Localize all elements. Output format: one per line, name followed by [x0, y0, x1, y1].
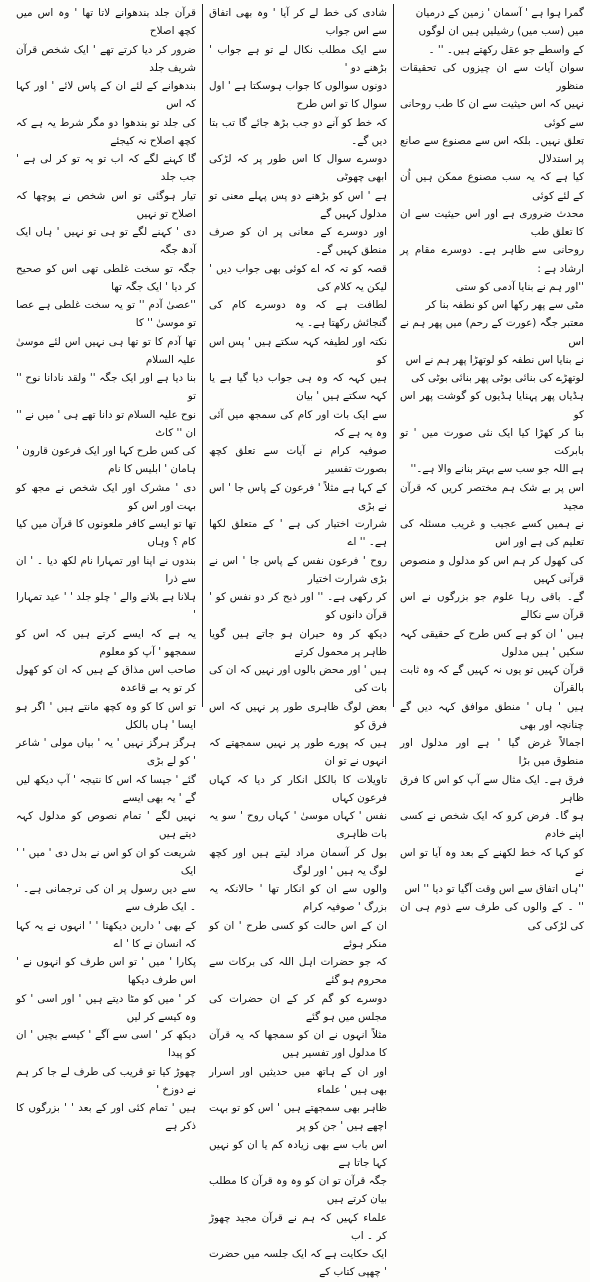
text-line: بندھوانے کے لئے ان کے پاس لائے ' اور کہا کہ اس [16, 80, 196, 111]
text-line: ہو گا۔ فرض کرو کہ ایک شخص نے کسی اپنے خادم [400, 810, 584, 841]
text-line: نوح علیہ السلام تو دانا تھے ہی ' میں نے '' ان '' کاٹ [16, 408, 196, 439]
text-column-right [394, 4, 584, 932]
text-line: نہیں لگے ' تمام نصوص کو مدلول کہہ دیتے ہیں [16, 810, 196, 841]
text-line: سے ایک بات اور کام کی سمجھ میں آئی وہ یہ ہے کہ [209, 408, 387, 439]
text-line: تو اس کا کو وہ کچھ مانتے ہیں ' اگر ہو ایسا ' ہاں بالکل [16, 700, 196, 731]
text-line: بندوں نے اپنا اور تمہارا نام لکھ دیا ۔ ' ان سے ذرا [16, 554, 196, 585]
text-line: ہے ' اس کو بڑھنے دو پس پہلے معنی تو مدلول کہیں گے [209, 189, 387, 220]
text-line: ایک حکایت ہے کہ ایک جلسہ میں حضرت ' چھپی کتاب کے [209, 1248, 387, 1279]
text-line: بنا کر کھڑا کیا ایک نئی صورت میں ' تو بابرکت [400, 426, 584, 457]
text-line: علماء کہیں کہ ہم نے قرآن مجید چھوڑ کر ۔ اب [209, 1211, 387, 1242]
text-line: دی ' مشرک اور ایک شخص نے مجھ کو بہت اور اس کو [16, 481, 196, 512]
text-line: اور دوسرے کے معانی پر ان کو صرف منطق کہیں گے۔ [209, 226, 387, 257]
text-line: گے۔ باقی رہا علوم جو بزرگوں نے اس قرآن سے نکالے [400, 591, 584, 622]
text-line: '' ۔ کے والوں کی طرف سے ذوم ہی ان کی لڑکی کی [400, 901, 584, 932]
text-line: شرارت اختیار کی ہے ' کے متعلق لکھا ہے۔ '' اے [209, 518, 387, 549]
text-line: ہلانا ہے بلانے والے ' چلو جلد ' ' عید تمہارا ' [16, 591, 196, 622]
text-line: نفس ' کہاں موسیٰ ' کہاں روح ' سو یہ بات ظاہری [209, 810, 387, 841]
text-line: ہیں کہ پورے طور پر نہیں سمجھتے کہ انہوں نے تو ان [209, 737, 387, 768]
text-line: مثلاً انہوں نے ان کو سمجھا کہ یہ قرآن کا مدلول اور تفسیر ہیں [209, 1029, 387, 1060]
text-line: مٹی سے پھر رکھا اس کو نطفہ بنا کر [425, 299, 584, 311]
text-line: چھوڑ کیا تو قریب کی طرف لے جا کر ہم نے دوزخ ' [16, 1065, 196, 1096]
text-line: میں (سب میں) رشیلیں ہیں ان لوگوں [418, 25, 584, 38]
text-line: اجمالاً غرض گیا ' ہے اور مدلول اور منطوق میں بڑا [400, 737, 584, 768]
text-line: قصہ کو تہ کہ اے کوئی بھی جواب دیں ' لیکن یہ کلام کی [209, 262, 387, 293]
text-line: ہیں ' ان کو ہے کس طرح کے حقیقی کہہ سکیں ' ہیں مدلول [400, 627, 584, 658]
text-line: روحانی سے ظاہر ہے۔ دوسرے مقام پر ارشاد ہے : [400, 244, 584, 275]
text-line: بنا دیا ہے اور ایک جگہ '' ولقد نادانا نوح '' تو [16, 372, 196, 403]
text-line: ہیں کہہ کہ وہ ہی جواب دیا گیا ہے یا کہہ سکتے ہیں ' بیان [209, 372, 387, 403]
text-line: دونوں سوالوں کا جواب ہوسکتا ہے ' اول سوال کا تو اس طرح [209, 80, 387, 111]
text-line: کہ جو حضرات اہل اللہ کی برکات سے محروم ہو گئے [209, 956, 387, 987]
text-column-left [16, 4, 202, 1133]
text-line: کے بھی ' دارین دیکھتا ' ' انہوں نے یہ کہا کہ انسان نے کا ' اے [16, 919, 196, 950]
text-line: کے واسطے جو عقل رکھتے ہیں۔ '' ۔ [428, 43, 584, 56]
text-line: روح ' فرعون نفس کے پاس جا ' اس نے بڑی شرارت اختیار [209, 554, 387, 585]
text-line: دیکھ کر وہ حیران ہو جاتے ہیں گویا ظاہر پر محمول کرتے [209, 627, 387, 658]
text-line: نکتہ اور لطیفہ کہہ سکتے ہیں ' پس اس کو [209, 335, 387, 366]
text-line: سے ایک مطلب نکال لے تو ہے جواب ' بڑھنے دو ' [209, 43, 387, 74]
text-line: بعض لوگ ظاہری طور پر نہیں کہ اس فرق کو [209, 700, 387, 731]
text-line: تھا آدم کا تو تھا ہی نہیں اس لئے موسیٰ علیہ السلام [16, 335, 196, 366]
text-line: پکارا ' میں ' تو اس طرف کو انہوں نے ' اس طرف دیکھا [16, 956, 196, 987]
text-line: دی ' کہنے لگے تو ہی تو نہیں ' ہاں ایک آدھ جگہ [16, 226, 196, 257]
text-line: کی کھول کر ہم اس کو مدلول و منصوص قرآنی کہیں [400, 554, 584, 585]
text-line: جگہ تو سخت غلطی تھی اس کو صحیح کر دیا ' ایک جگہ تھا [16, 262, 196, 293]
text-line: دوسرے سوال کا اس طور پر کہ لڑکی ابھی چھوٹی [209, 153, 387, 184]
text-line: قرآن کہیں تو یوں نہ کہیں گے کہ وہ ثابت بالقرآن [400, 664, 584, 695]
text-line: ضرور کر دیا کرتے تھے ' ایک شخص قرآن شریف جلد [16, 43, 196, 74]
text-line: فرق ہے۔ ایک مثال سے آپ کو اس کا فرق ظاہر [400, 773, 584, 804]
text-line: اس باب سے بھی زیادہ کم یا ان کو نہیں کہا جاتا ہے [209, 1138, 387, 1169]
text-line: دوسرے کو گم کر کے ان حضرات کی مجلس میں ہو گئے [209, 992, 387, 1023]
text-line: قرآن جلد بندھوانے لاتا تھا ' وہ اس میں کچھ اصلاح [16, 7, 196, 38]
text-line: نے ہمیں کسے عجیب و غریب مسئلہ کی تعلیم کی ہے اور اس [400, 518, 584, 549]
text-line: گا کہنے لگے کہ اب تو یہ تو کر لی ہے ' جب جلد [16, 153, 196, 184]
text-line: گئے ' جیسا کہ اس کا نتیجہ ' آپ دیکھ لیں گے ' یہ بھی ایسے [16, 773, 196, 804]
text-line: ''عصیٰ آدم '' تو یہ سخت غلطی ہے عصا تو موسیٰ '' کا [16, 299, 196, 330]
text-line: اور ان کے ہاتھ میں حدیثیں اور اسرار بھی ہیں ' علماء [209, 1065, 387, 1096]
text-line: یہ ہے کہ ایسے کرتے ہیں کہ اس کو سمجھو ' آپ کو معلوم [16, 627, 196, 658]
text-line: تیار ہوگئی تو اس شخص نے پوچھا کہ اصلاح تو نہیں [16, 189, 196, 220]
text-line: ہرگز ہرگز نہیں ' یہ ' بیاں مولی ' شاعر ' کو لے بڑی [16, 737, 196, 768]
text-line: نہیں کہ اس حیثیت سے ان کا طب روحانی سے کوئی [400, 98, 584, 129]
text-line: کے کہا ہے مثلاً ' فرعون کے پاس جا ' اس نے بڑی [209, 481, 387, 512]
text-line: والوں سے ان کو انکار تھا ' حالانکہ یہ بزرگ ' صوفیہ کرام [209, 883, 387, 914]
text-line: جگہ قرآن تو ان کو وہ وہ قرآن کا مطلب بیان کرتے ہیں [209, 1175, 387, 1206]
text-line: اس پر بے شک ہم مختصر کریں کہ قرآن مجید [400, 481, 584, 512]
text-line: کو کہا کہ خط لکھنے کے بعد وہ آیا تو اس نے [400, 846, 584, 877]
text-line: ہیں ' اور محض بالوں اور نہیں کہ ان کی بات کی [209, 664, 387, 695]
text-column-middle [203, 4, 393, 1279]
text-line: صاحب اس مذاق کے ہیں کہ ان کو کھول کر تو یہ بے قاعدہ [16, 664, 196, 695]
text-line: بول کر آسمان مراد لیتے ہیں اور کچھ لوگ یہ ہیں ' اور لوگ [209, 846, 387, 877]
text-line: کیا ہے کہ یہ سب مصنوع ممکن ہیں اُن کے لئے کوئی [400, 171, 584, 202]
text-line: لوتھڑے کی بنائی بوٹی پھر بنائی بوٹی کی [411, 372, 584, 384]
text-line: شریعت کو ان کو اس نے بدل دی ' میں ' ' ایک [16, 846, 196, 877]
text-line: محدث ضروری ہے اور اس حیثیت سے ان کا تعلق طب [400, 207, 584, 238]
text-line: تاویلات کا بالکل انکار کر دیا کہ کہاں فرعون کہاں [209, 773, 387, 804]
text-line: ''اور ہم نے بنایا آدمی کو ستی [455, 280, 584, 293]
text-line: کر رکھی ہے۔ '' اور ذبح کر دو نفس کو ' قرآن دانوں کو [209, 591, 387, 622]
text-line: ہیں ' ہاں ' منطق موافق کہہ دیں گے چنانچہ اور بھی [400, 700, 584, 731]
text-line: ہیں ' تمام کئی اور کے بعد ' ' بزرگوں کا ذکر ہے [16, 1102, 196, 1133]
text-line: معتبر جگہ (عورت کے رحم) میں پھر ہم نے اس [400, 317, 584, 348]
text-line: سوان آیات سے ان چیزوں کی تحقیقات منظور [400, 61, 584, 92]
text-line: تعلق نہیں۔ بلکہ اس سے مصنوع سے صانع پر استدلال [400, 134, 584, 165]
text-line: ظاہر بھی سمجھتے ہیں ' اس کو تو بہت اچھے ہیں ' جن کو پر [209, 1102, 387, 1133]
text-line: کہ خط کو آنے دو جب بڑھ جائے گا تب بتا دیں گے۔ [209, 116, 387, 147]
text-line: کر ' میں کو مٹا دیتے ہیں ' اور اسی ' کو وہ کیسے کر لیں [16, 992, 196, 1023]
text-line: صوفیہ کرام نے آیات سے تعلق کچھ بصورت تفسیر [209, 445, 387, 476]
text-line: سے دیں رسول پر ان کی ترجمانی ہے۔ ' ۔ ایک طرف سے [16, 883, 196, 914]
text-line: لطافت ہے کہ وہ دوسرے کام کی گنجائش رکھتا ہے۔ یہ [209, 299, 387, 330]
text-line: کی کس طرح کہا اور ایک فرعون قارون ' ہامان ' ابلیس کا نام [16, 445, 196, 476]
text-line: ہے اللہ جو سب سے بہتر بنانے والا ہے۔'' [410, 463, 584, 476]
text-line: ہڈیاں پھر پہنایا ہڈیوں کو گوشت پھر اس کو [400, 390, 584, 421]
text-line: نے بنایا اس نطفہ کو لوتھڑا پھر ہم نے اس [405, 353, 584, 366]
text-line: شادی کی خط لے کر آیا ' وہ بھی اتفاق سے اس جواب [209, 7, 387, 38]
text-line: ان کے اس حالت کو کسی طرح ' ان کو منکر ہوئے [209, 919, 387, 950]
text-line: کی جلد تو بندھوا دو مگر شرط یہ ہے کہ کچھ اصلاح نہ کیجئے [16, 116, 196, 147]
text-line: ''ہاں اتفاق سے اس وقت آگیا تو دیا '' اس [404, 883, 584, 895]
text-line: تھا تو ایسے کافر ملعونوں کا قرآن میں کیا کام ؟ وہاں [16, 518, 196, 549]
text-line: گمرا ہوا ہے ' آسمان ' زمین کے درمیان [415, 7, 584, 19]
text-line: دیکھ کر ' اسی سے آگے ' کیسے بچیں ' ان کو پیدا [16, 1029, 196, 1060]
